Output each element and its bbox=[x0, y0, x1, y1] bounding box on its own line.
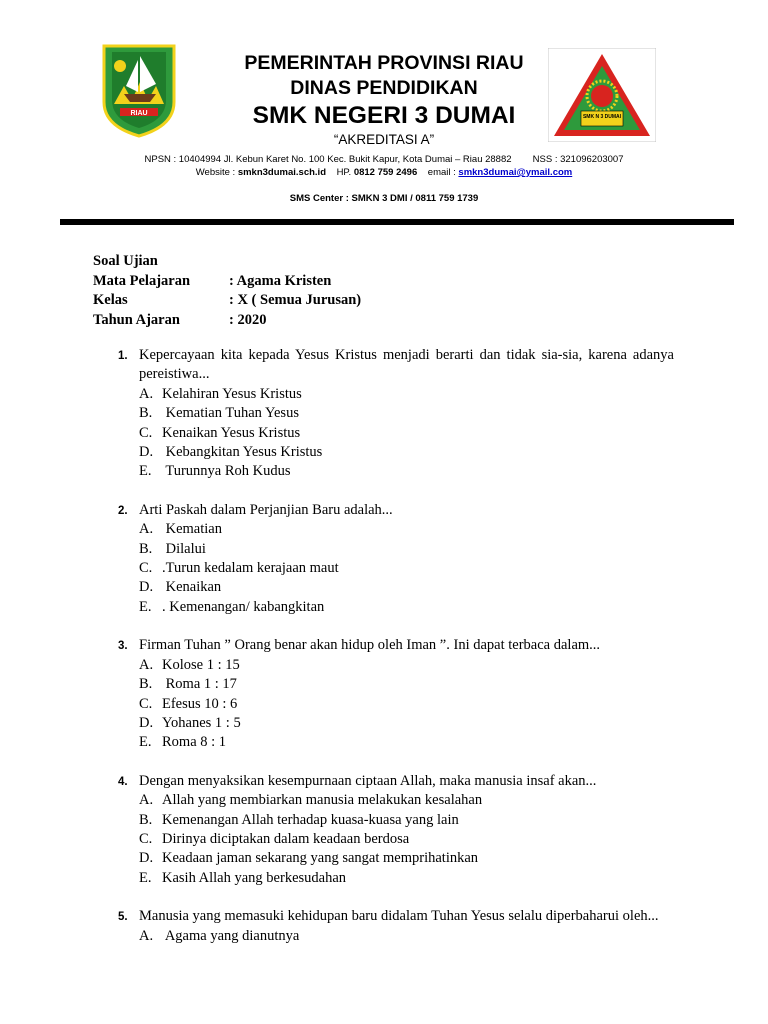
option-text: Kelahiran Yesus Kristus bbox=[162, 385, 302, 402]
option-text: Kebangkitan Yesus Kristus bbox=[162, 444, 323, 461]
department-title: DINAS PENDIDIKAN bbox=[290, 77, 478, 99]
option-text: Roma 1 : 17 bbox=[162, 676, 237, 693]
svg-text:SMK N 3 DUMAI: SMK N 3 DUMAI bbox=[582, 114, 622, 120]
answer-option bbox=[139, 791, 674, 810]
option-letter: D. bbox=[139, 444, 154, 461]
option-letter: D. bbox=[139, 714, 154, 731]
answer-options bbox=[139, 385, 674, 482]
answer-option bbox=[139, 598, 674, 617]
answer-option bbox=[139, 404, 674, 423]
government-title: PEMERINTAH PROVINSI RIAU bbox=[244, 52, 524, 74]
answer-option bbox=[139, 869, 674, 888]
option-text: Kematian Tuhan Yesus bbox=[162, 405, 299, 422]
exam-info bbox=[93, 252, 361, 330]
exam-info-key: Mata Pelajaran bbox=[93, 272, 191, 289]
answer-option bbox=[139, 733, 674, 752]
option-text: .Turun kedalam kerajaan maut bbox=[162, 560, 339, 577]
option-text: . Kemenangan/ kabangkitan bbox=[162, 598, 325, 615]
option-text: Turunnya Roh Kudus bbox=[162, 463, 291, 480]
option-text: Dirinya diciptakan dalam keadaan berdosa bbox=[162, 830, 410, 847]
option-letter: B. bbox=[139, 405, 153, 422]
option-letter: C. bbox=[139, 695, 153, 712]
school-triangle-logo-icon bbox=[548, 48, 656, 142]
question-item bbox=[118, 346, 674, 482]
answer-option bbox=[139, 462, 674, 481]
option-letter: E. bbox=[139, 734, 152, 751]
exam-info-row bbox=[93, 252, 361, 272]
option-letter: A. bbox=[139, 385, 154, 402]
option-text: Yohanes 1 : 5 bbox=[162, 714, 241, 731]
question-number: 3. bbox=[118, 640, 128, 653]
svg-text:RIAU: RIAU bbox=[130, 110, 148, 117]
exam-info-row bbox=[93, 291, 361, 311]
answer-options bbox=[139, 656, 674, 753]
contact-line bbox=[0, 167, 768, 178]
option-letter: C. bbox=[139, 830, 153, 847]
question-text: Dengan menyaksikan kesempurnaan ciptaan Allah, maka manusia insaf akan... bbox=[139, 772, 597, 789]
option-letter: A. bbox=[139, 792, 154, 809]
answer-option bbox=[139, 830, 674, 849]
answer-option bbox=[139, 849, 674, 868]
option-text: Kenaikan bbox=[162, 579, 222, 596]
answer-options bbox=[139, 791, 674, 888]
exam-info-value: : 2020 bbox=[229, 311, 267, 328]
option-text: Roma 8 : 1 bbox=[162, 734, 227, 751]
answer-option bbox=[139, 656, 674, 675]
website-link[interactable]: smkn3dumai.sch.id bbox=[237, 167, 326, 178]
answer-option bbox=[139, 385, 674, 404]
option-letter: A. bbox=[139, 521, 154, 538]
option-text: Kenaikan Yesus Kristus bbox=[162, 424, 301, 441]
answer-option bbox=[139, 695, 674, 714]
answer-option bbox=[139, 540, 674, 559]
phone-label: HP. bbox=[336, 167, 352, 178]
option-text: Kemenangan Allah terhadap kuasa-kuasa yang lain bbox=[162, 811, 459, 828]
question-text: Kepercayaan kita kepada Yesus Kristus menjadi berarti dan tidak sia-sia, karena adanya pereistiwa... bbox=[139, 347, 674, 383]
question-item bbox=[118, 907, 674, 946]
letterhead bbox=[0, 0, 768, 215]
option-letter: E. bbox=[139, 463, 152, 480]
answer-option bbox=[139, 520, 674, 539]
answer-options bbox=[139, 520, 674, 617]
email-label: email : bbox=[427, 167, 456, 178]
option-letter: C. bbox=[139, 424, 153, 441]
question-item bbox=[118, 636, 674, 752]
answer-option bbox=[139, 578, 674, 597]
question-list bbox=[118, 346, 674, 965]
website-label: Website : bbox=[195, 167, 236, 178]
email-link[interactable]: smkn3dumai@ymail.com bbox=[458, 167, 573, 178]
phone-number: 0812 759 2496 bbox=[353, 167, 418, 178]
option-text: Allah yang membiarkan manusia melakukan kesalahan bbox=[162, 792, 483, 809]
answer-option bbox=[139, 443, 674, 462]
answer-option bbox=[139, 424, 674, 443]
exam-info-key: Tahun Ajaran bbox=[93, 311, 180, 328]
option-letter: E. bbox=[139, 869, 152, 886]
exam-info-row bbox=[93, 272, 361, 292]
option-letter: B. bbox=[139, 540, 153, 557]
exam-info-value: : X ( Semua Jurusan) bbox=[229, 292, 362, 308]
exam-info-key: Soal Ujian bbox=[93, 253, 158, 269]
option-text: Keadaan jaman sekarang yang sangat memprihatinkan bbox=[162, 850, 479, 867]
question-number: 4. bbox=[118, 775, 128, 788]
question-item bbox=[118, 772, 674, 888]
sms-center: SMS Center : SMKN 3 DMI / 0811 759 1739 bbox=[289, 193, 479, 204]
question-number: 2. bbox=[118, 504, 128, 517]
exam-info-row bbox=[93, 311, 361, 331]
question-text: Arti Paskah dalam Perjanjian Baru adalah... bbox=[139, 501, 393, 518]
accreditation: “AKREDITASI A” bbox=[333, 132, 435, 147]
option-text: Agama yang dianutnya bbox=[162, 927, 300, 944]
option-text: Dilalui bbox=[162, 540, 206, 557]
option-text: Efesus 10 : 6 bbox=[162, 695, 238, 712]
exam-info-key: Kelas bbox=[93, 292, 128, 308]
answer-option bbox=[139, 675, 674, 694]
option-letter: A. bbox=[139, 927, 154, 944]
exam-info-value: : Agama Kristen bbox=[229, 272, 332, 289]
option-letter: B. bbox=[139, 811, 153, 828]
answer-option bbox=[139, 927, 674, 946]
question-text: Firman Tuhan ” Orang benar akan hidup oleh Iman ”. Ini dapat terbaca dalam... bbox=[139, 637, 601, 654]
option-letter: D. bbox=[139, 579, 154, 596]
option-letter: D. bbox=[139, 850, 154, 867]
option-letter: E. bbox=[139, 598, 152, 615]
option-text: Kolose 1 : 15 bbox=[162, 656, 240, 673]
option-letter: C. bbox=[139, 560, 153, 577]
question-text: Manusia yang memasuki kehidupan baru didalam Tuhan Yesus selalu diperbaharui oleh... bbox=[139, 908, 659, 925]
answer-options bbox=[139, 927, 674, 946]
question-item bbox=[118, 501, 674, 617]
answer-option bbox=[139, 811, 674, 830]
answer-option bbox=[139, 559, 674, 578]
option-text: Kasih Allah yang berkesudahan bbox=[162, 869, 347, 886]
question-number: 5. bbox=[118, 911, 128, 924]
school-name: SMK NEGERI 3 DUMAI bbox=[252, 102, 516, 129]
option-text: Kematian bbox=[162, 521, 222, 538]
header-divider bbox=[60, 219, 734, 225]
option-letter: B. bbox=[139, 676, 153, 693]
option-letter: A. bbox=[139, 656, 154, 673]
address-line: NPSN : 10404994 Jl. Kebun Karet No. 100 Kec. Bukit Kapur, Kota Dumai – Riau 28882 NSS : 321096203007 bbox=[144, 154, 624, 165]
question-number: 1. bbox=[118, 350, 128, 362]
answer-option bbox=[139, 714, 674, 733]
